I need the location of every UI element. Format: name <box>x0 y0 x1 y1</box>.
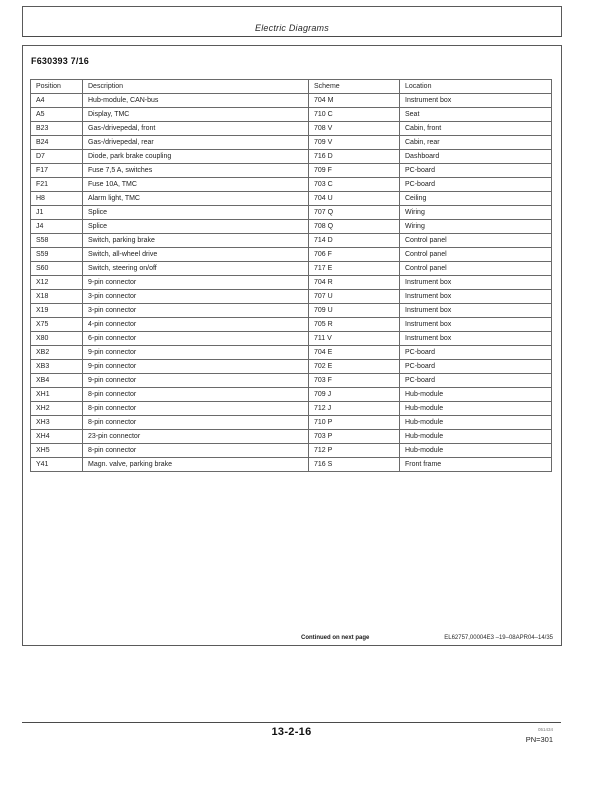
scheme-cell: 717 E <box>309 262 400 276</box>
location-cell: Wiring <box>400 220 552 234</box>
position-cell: Y41 <box>31 458 83 472</box>
scheme-cell: 708 Q <box>309 220 400 234</box>
scheme-cell: 708 V <box>309 122 400 136</box>
position-cell: XB3 <box>31 360 83 374</box>
description-cell: 8-pin connector <box>83 402 309 416</box>
position-cell: X75 <box>31 318 83 332</box>
location-cell: Dashboard <box>400 150 552 164</box>
description-cell: 8-pin connector <box>83 416 309 430</box>
table-row <box>31 318 552 332</box>
box-footer-line <box>23 631 561 641</box>
description-cell: 8-pin connector <box>83 388 309 402</box>
table-row <box>31 332 552 346</box>
location-cell: PC-board <box>400 360 552 374</box>
scheme-cell: 702 E <box>309 360 400 374</box>
table-row <box>31 290 552 304</box>
position-cell: XB4 <box>31 374 83 388</box>
location-cell: Hub-module <box>400 416 552 430</box>
table-row <box>31 206 552 220</box>
table-row <box>31 192 552 206</box>
position-cell: S58 <box>31 234 83 248</box>
scheme-cell: 703 F <box>309 374 400 388</box>
description-cell: 3-pin connector <box>83 304 309 318</box>
pn-code: PN=301 <box>525 735 553 744</box>
scheme-cell: 716 D <box>309 150 400 164</box>
scheme-cell: 714 D <box>309 234 400 248</box>
location-cell: Hub-module <box>400 430 552 444</box>
table-row <box>31 94 552 108</box>
position-cell: XH1 <box>31 388 83 402</box>
table-row <box>31 416 552 430</box>
scheme-cell: 709 J <box>309 388 400 402</box>
description-cell: Diode, park brake coupling <box>83 150 309 164</box>
position-cell: X18 <box>31 290 83 304</box>
scheme-cell: 703 P <box>309 430 400 444</box>
scheme-cell: 703 C <box>309 178 400 192</box>
scheme-cell: 707 Q <box>309 206 400 220</box>
table-row <box>31 234 552 248</box>
table-row <box>31 402 552 416</box>
table-row <box>31 430 552 444</box>
scheme-cell: 716 S <box>309 458 400 472</box>
position-cell: X80 <box>31 332 83 346</box>
description-cell: 9-pin connector <box>83 346 309 360</box>
scheme-cell: 710 C <box>309 108 400 122</box>
scheme-cell: 712 P <box>309 444 400 458</box>
location-cell: Front frame <box>400 458 552 472</box>
scheme-cell: 706 F <box>309 248 400 262</box>
location-cell: Instrument box <box>400 304 552 318</box>
table-row <box>31 262 552 276</box>
location-cell: PC-board <box>400 178 552 192</box>
position-cell: S59 <box>31 248 83 262</box>
footer-rule <box>22 722 561 723</box>
position-cell: XH5 <box>31 444 83 458</box>
figure-title: F630393 7/16 <box>31 56 89 66</box>
description-cell: 8-pin connector <box>83 444 309 458</box>
description-cell: Display, TMC <box>83 108 309 122</box>
position-cell: XH2 <box>31 402 83 416</box>
location-cell: Instrument box <box>400 94 552 108</box>
description-cell: Magn. valve, parking brake <box>83 458 309 472</box>
scheme-cell: 710 P <box>309 416 400 430</box>
column-header-scheme: Scheme <box>309 80 400 94</box>
scheme-cell: 709 F <box>309 164 400 178</box>
table-row <box>31 136 552 150</box>
table-row <box>31 360 552 374</box>
page-number: 13-2-16 <box>271 726 312 738</box>
scheme-cell: 711 V <box>309 332 400 346</box>
description-cell: Splice <box>83 206 309 220</box>
location-cell: Instrument box <box>400 276 552 290</box>
parts-table <box>30 79 552 472</box>
description-cell: Switch, parking brake <box>83 234 309 248</box>
table-row <box>31 178 552 192</box>
table-row <box>31 444 552 458</box>
position-cell: J4 <box>31 220 83 234</box>
position-cell: A4 <box>31 94 83 108</box>
doc-reference: EL62757,00004E3 –19–08APR04–14/35 <box>444 635 553 641</box>
content-box <box>22 45 562 646</box>
position-cell: XH4 <box>31 430 83 444</box>
location-cell: PC-board <box>400 164 552 178</box>
table-row <box>31 150 552 164</box>
description-cell: Fuse 10A, TMC <box>83 178 309 192</box>
scheme-cell: 705 R <box>309 318 400 332</box>
table-row <box>31 122 552 136</box>
table-header-row <box>31 80 552 94</box>
table-row <box>31 164 552 178</box>
position-cell: B23 <box>31 122 83 136</box>
description-cell: Switch, steering on/off <box>83 262 309 276</box>
description-cell: Gas-/drivepedal, rear <box>83 136 309 150</box>
description-cell: 23-pin connector <box>83 430 309 444</box>
position-cell: D7 <box>31 150 83 164</box>
location-cell: Control panel <box>400 248 552 262</box>
position-cell: X12 <box>31 276 83 290</box>
running-header <box>22 6 562 37</box>
description-cell: 3-pin connector <box>83 290 309 304</box>
location-cell: Cabin, front <box>400 122 552 136</box>
position-cell: F17 <box>31 164 83 178</box>
scheme-cell: 704 U <box>309 192 400 206</box>
location-cell: PC-board <box>400 374 552 388</box>
description-cell: Hub-module, CAN-bus <box>83 94 309 108</box>
description-cell: Alarm light, TMC <box>83 192 309 206</box>
scheme-cell: 712 J <box>309 402 400 416</box>
scheme-cell: 709 U <box>309 304 400 318</box>
description-cell: Splice <box>83 220 309 234</box>
scheme-cell: 704 E <box>309 346 400 360</box>
location-cell: PC-board <box>400 346 552 360</box>
location-cell: Hub-module <box>400 402 552 416</box>
table-row <box>31 276 552 290</box>
location-cell: Instrument box <box>400 290 552 304</box>
location-cell: Cabin, rear <box>400 136 552 150</box>
position-cell: XH3 <box>31 416 83 430</box>
table-row <box>31 346 552 360</box>
table-row <box>31 108 552 122</box>
description-cell: Fuse 7,5 A, switches <box>83 164 309 178</box>
table-row <box>31 220 552 234</box>
location-cell: Ceiling <box>400 192 552 206</box>
column-header-position: Position <box>31 80 83 94</box>
table-row <box>31 248 552 262</box>
location-cell: Seat <box>400 108 552 122</box>
column-header-description: Description <box>83 80 309 94</box>
scheme-cell: 707 U <box>309 290 400 304</box>
location-cell: Hub-module <box>400 444 552 458</box>
scheme-cell: 704 M <box>309 94 400 108</box>
position-cell: J1 <box>31 206 83 220</box>
description-cell: 9-pin connector <box>83 276 309 290</box>
location-cell: Instrument box <box>400 332 552 346</box>
running-header-title: Electric Diagrams <box>255 23 329 33</box>
continued-label: Continued on next page <box>301 635 370 641</box>
scheme-cell: 709 V <box>309 136 400 150</box>
description-cell: 6-pin connector <box>83 332 309 346</box>
print-code: 051434 <box>537 727 553 732</box>
description-cell: 4-pin connector <box>83 318 309 332</box>
position-cell: XB2 <box>31 346 83 360</box>
table-body <box>31 94 552 472</box>
position-cell: A5 <box>31 108 83 122</box>
table-row <box>31 304 552 318</box>
location-cell: Hub-module <box>400 388 552 402</box>
position-cell: H8 <box>31 192 83 206</box>
description-cell: 9-pin connector <box>83 374 309 388</box>
scheme-cell: 704 R <box>309 276 400 290</box>
table-row <box>31 388 552 402</box>
position-cell: S60 <box>31 262 83 276</box>
description-cell: Switch, all-wheel drive <box>83 248 309 262</box>
location-cell: Control panel <box>400 234 552 248</box>
table-row <box>31 374 552 388</box>
location-cell: Instrument box <box>400 318 552 332</box>
position-cell: F21 <box>31 178 83 192</box>
description-cell: 9-pin connector <box>83 360 309 374</box>
position-cell: B24 <box>31 136 83 150</box>
location-cell: Control panel <box>400 262 552 276</box>
location-cell: Wiring <box>400 206 552 220</box>
table-row <box>31 458 552 472</box>
column-header-location: Location <box>400 80 552 94</box>
description-cell: Gas-/drivepedal, front <box>83 122 309 136</box>
position-cell: X19 <box>31 304 83 318</box>
